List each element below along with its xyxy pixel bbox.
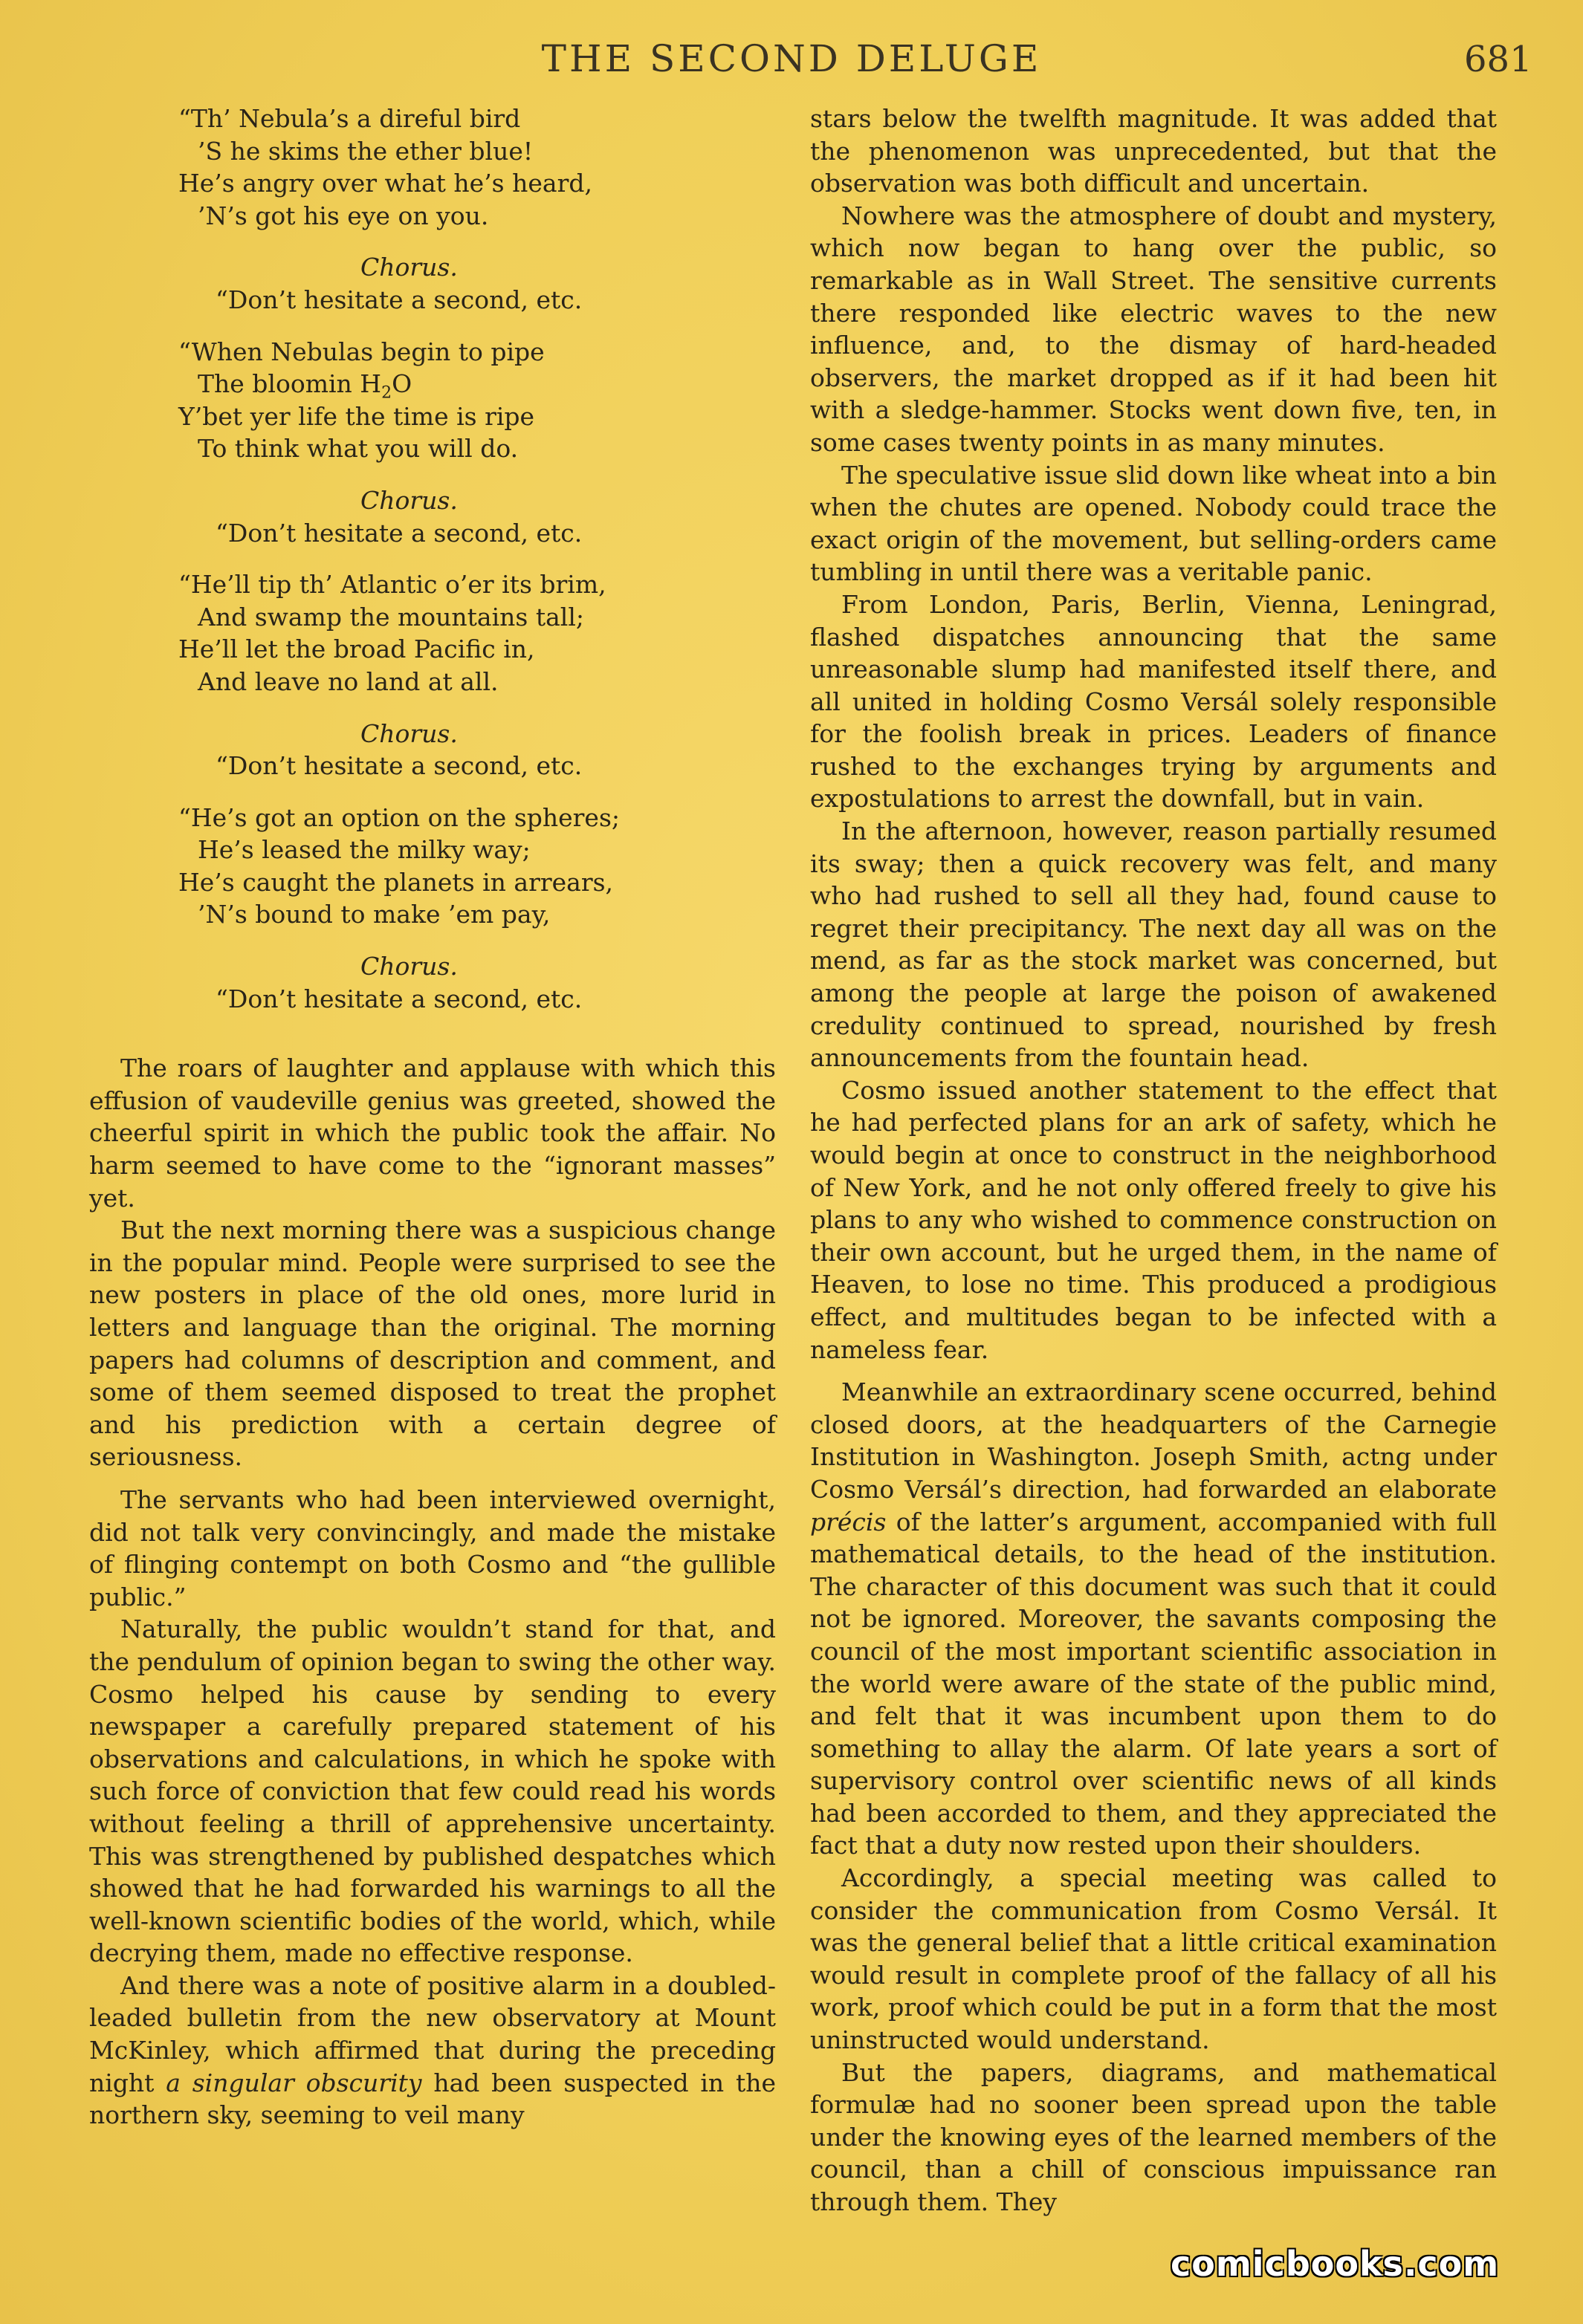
left-column (89, 103, 776, 2132)
paragraph: From London, Paris, Berlin, Vienna, Leningrad, flashed dispatches announcing that the same unreasonable slump had manifested itself there, and all united in holding Cosmo Versál solely responsible for the foolish break in prices. Leaders of finance rushed to the exchanges trying by arguments and expostulations to arrest the downfall, but in vain. (810, 589, 1497, 814)
page-number: 681 (1464, 39, 1532, 80)
verse-line: ’S he skims the ether blue! (198, 136, 534, 166)
paragraph: The speculative issue slid down like wheat into a bin when the chutes are opened. Nobody could trace the exact origin of the movement, but selling-orders came tumbling in until there was a veritable panic. (810, 460, 1497, 587)
verse-line: Y’bet yer life the time is ripe (178, 401, 535, 431)
chorus-label: Chorus. (360, 718, 458, 748)
verse-line (178, 368, 776, 403)
paragraph-continued: stars below the twelfth magnitude. It was added that the phenomenon was unprecedented, but that the observation was both difficult and uncertain. (810, 104, 1497, 198)
paragraph: Cosmo issued another statement to the effect that he had perfected plans for an ark of safety, which he would begin at once to construct in the neighborhood of New York, and he not only offered freely to give his plans to any who wished to commence construction on their own account, but he urged them, in the name of Heaven, to lose no time. This produced a prodigious effect, and multitudes began to be infected with a nameless fear. (810, 1075, 1497, 1364)
song-stanza-2 (178, 336, 776, 465)
verse-line: ’N’s got his eye on you. (198, 201, 489, 230)
paragraph: Nowhere was the atmosphere of doubt and mystery, which now began to hang over the public, so remarkable as in Wall Street. The sensitive currents there responded like electric waves to the new influence, and, to the dismay of hard-headed observers, the market dropped as if it had been hit with a sledge-hammer. Stocks went down five, ten, in some cases twenty points in as many minutes. (810, 201, 1497, 457)
verse-line: “He’ll tip th’ Atlantic o’er its brim, (178, 570, 606, 600)
verse-text: O (392, 369, 412, 399)
paragraph-text: of the latter’s argument, accompanied with full mathematical details, to the head of the institution. The character of this document was such that it could not be ignored. Moreover, the savants composing the council of the most important scientific association in the world were aware of the state of the public mind, and felt that it was incumbent upon them to do something to allay the alarm. Of late years a sort of supervisory control over scientific news of all kinds had been accorded to them, and they appreciated the fact that a duty now rested upon their shoulders. (810, 1507, 1497, 1860)
verse-line: And leave no land at all. (198, 666, 499, 696)
site-watermark: comicbooks.com (1171, 2244, 1500, 2284)
chorus-line: “Don’t hesitate a second, etc. (216, 518, 583, 548)
paragraph: Naturally, the public wouldn’t stand for that, and the pendulum of opinion began to swing the other way. Cosmo helped his cause by sending to every newspaper a carefully prepared statement of his observations and calculations, in which he spoke with such force of conviction that few could read his words without feeling a thrill of apprehensive uncertainty. This was strengthened by published despatches which showed that he had forwarded his warnings to all the well-known scientific bodies of the world, which, while decrying them, made no effective response. (89, 1614, 776, 1968)
verse-line: He’s angry over what he’s heard, (178, 169, 592, 198)
verse-line: “Th’ Nebula’s a direful bird (178, 104, 521, 133)
chorus-line: “Don’t hesitate a second, etc. (216, 751, 583, 781)
paragraph: Accordingly, a special meeting was called to consider the communication from Cosmo Versál. It was the general belief that a little critical examination would result in complete proof of the fallacy of all his work, proof which could be put in a form that the most uninstructed would understand. (810, 1863, 1497, 2055)
paragraph-text: Meanwhile an extraordinary scene occurred, behind closed doors, at the headquarters of the Carnegie Institution in Washington. Joseph Smith, actng under Cosmo Versál’s direction, had forwarded an elaborate (810, 1377, 1497, 1504)
verse-text: The bloomin H (198, 369, 382, 399)
chorus-label: Chorus. (360, 485, 458, 515)
chorus-label: Chorus. (360, 253, 458, 282)
subscript-2: 2 (381, 383, 392, 403)
chorus-label: Chorus. (360, 952, 458, 981)
paragraph: In the afternoon, however, reason partially resumed its sway; then a quick recovery was felt, and many who had rushed to sell all they had, found cause to regret their precipitancy. The next day all was on the mend, as far as the stock market was concerned, but among the people at large the poison of awakened credulity continued to spread, nourished by fresh announcements from the fountain head. (810, 817, 1497, 1073)
paragraph-text: had been suspected in the northern sky, seeming to veil many (89, 2068, 776, 2130)
song-stanza-3 (178, 568, 776, 698)
right-column (810, 103, 1497, 2218)
chorus-line: “Don’t hesitate a second, etc. (216, 984, 583, 1013)
verse-line: And swamp the mountains tall; (198, 602, 584, 632)
paragraph-text: And there was a note of positive alarm in a doubled-leaded bulletin from the new observatory at Mount McKinley, which affirmed that during the preceding night (89, 1970, 776, 2097)
paragraph (89, 1970, 776, 2132)
paragraph (810, 1376, 1497, 1862)
verse-line: “When Nebulas begin to pipe (178, 337, 545, 366)
verse-line: He’ll let the broad Pacific in, (178, 634, 535, 664)
verse-line: To think what you will do. (198, 434, 519, 464)
song-stanza-1 (178, 103, 776, 232)
running-title: THE SECOND DELUGE (541, 37, 1042, 80)
verse-line: He’s leased the milky way; (198, 835, 531, 865)
verse-line: “He’s got an option on the spheres; (178, 802, 621, 832)
verse-line: He’s caught the planets in arrears, (178, 867, 614, 897)
paragraph: The servants who had been interviewed overnight, did not talk very convincingly, and made the mistake of flinging contempt on both Cosmo and “the gullible public.” (89, 1484, 776, 1611)
emphasized-text: précis (810, 1507, 887, 1536)
paragraph: The roars of laughter and applause with which this effusion of vaudeville genius was greeted, showed the cheerful spirit in which the public took the affair. No harm seemed to have come to the “ignorant masses” yet. (89, 1054, 776, 1213)
paragraph: But the next morning there was a suspicious change in the popular mind. People were surprised to see the new posters in place of the old ones, more lurid in letters and language than the original. The morning papers had columns of description and comment, and some of them seemed disposed to treat the prophet and his prediction with a certain degree of seriousness. (89, 1215, 776, 1472)
chorus-line: “Don’t hesitate a second, etc. (216, 285, 583, 314)
verse-line: ’N’s bound to make ’em pay, (198, 900, 551, 929)
song-stanza-4 (178, 802, 776, 931)
emphasized-text: a singular obscurity (166, 2068, 422, 2097)
paragraph: But the papers, diagrams, and mathematical formulæ had no sooner been spread upon the table under the knowing eyes of the learned members of the council, than a chill of conscious impuissance ran through them. They (810, 2057, 1497, 2216)
